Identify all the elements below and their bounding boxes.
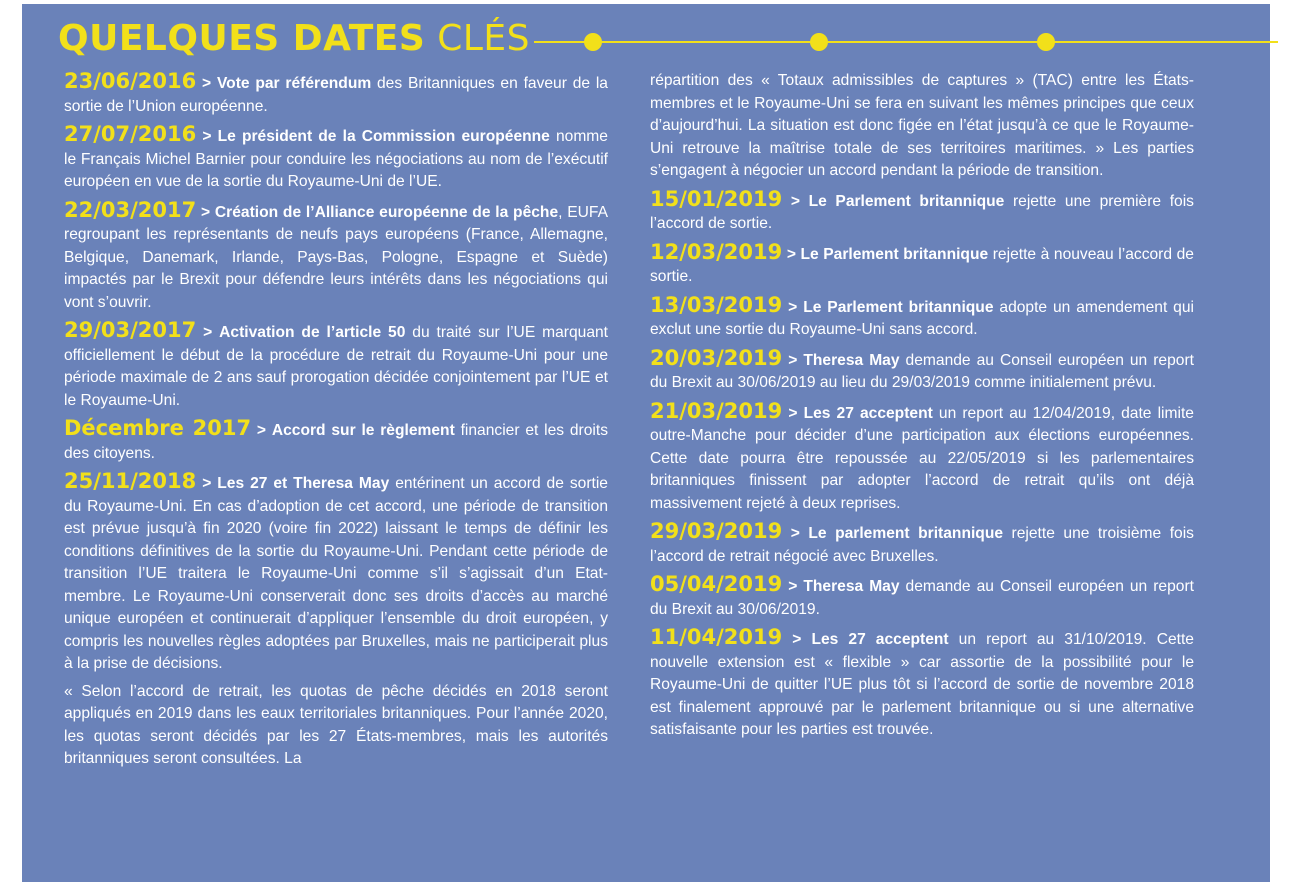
entry-lead: Les 27 et Theresa May <box>217 475 390 492</box>
entry-date: 11/04/2019 <box>650 625 783 649</box>
entry-separator: > <box>790 192 800 210</box>
entry-date: 13/03/2019 <box>650 292 783 317</box>
timeline-dot-icon <box>810 33 828 51</box>
entry-text: financier et les droits des citoyens. <box>64 422 608 462</box>
entry-lead: Le Parlement britannique <box>808 192 1005 210</box>
entry-separator: > <box>788 578 798 595</box>
entry-lead: Le parlement britannique <box>808 525 1004 542</box>
timeline-entry <box>64 470 608 676</box>
entry-date: 29/03/2017 <box>64 318 197 342</box>
entry-separator: > <box>788 351 798 369</box>
timeline-entry <box>64 123 608 194</box>
quote-paragraph-continued: répartition des « Totaux admissibles de captures » (TAC) entre les États-membres et le Royaume-Uni se fera en suivant les mêmes principes que ceux d’aujourd’hui. La situation est donc figée en l’état jusqu’à ce que le Royaume-Uni retrouve la maîtrise totale de ses territoires maritimes. » Les parties s’engagent à négocier un accord pendant la période de transition. <box>650 72 1194 179</box>
left-column <box>64 70 608 776</box>
quote-paragraph: « Selon l’accord de retrait, les quotas de pêche décidés en 2018 seront appliqués en 2019 dans les eaux territoriales britanniques. Pour l’année 2020, les quotas seront décidés par les 27 États-membres, mais les autorités britanniques seront consultées. La <box>64 682 608 767</box>
entry-separator: > <box>788 404 798 422</box>
timeline-entry <box>650 520 1194 568</box>
entry-text: entérinent un accord de sortie du Royaume-Uni. En cas d’adoption de cet accord, une période de transition est prévue jusqu’à fin 2020 (voire fin 2022) laissant le temps de définir les conditions définitives de la sortie du Royaume-Uni. Pendant cette période de transition l’UE traitera le Royaume-Uni comme s’il s’agissait d’un Etat-membre. Le Royaume-Uni conserverait donc ses droits d’accès au marché unique européen et continuerait d’appliquer l’ensemble du droit européen, y compris les nouvelles règles adoptées par Bruxelles, mais ne participerait plus à la prise de décisions. <box>64 475 608 672</box>
entry-lead: Activation de l’article 50 <box>219 324 406 341</box>
entry-lead: Theresa May <box>803 578 900 595</box>
entry-separator: > <box>792 631 802 648</box>
entry-date: 22/03/2017 <box>64 197 197 222</box>
timeline-entry <box>64 417 608 465</box>
entry-text: un report au 31/10/2019. Cette nouvelle extension est « flexible » car assortie de la possibilité pour le Royaume-Uni de quitter l’UE plus tôt si l’accord de sortie de novembre 2018 est finalement approuvé par le parlement britannique ou si une alternative satisfaisante pour les parties est trouvée. <box>650 631 1194 738</box>
timeline-entry <box>650 241 1194 289</box>
entry-date: 27/07/2016 <box>64 122 197 146</box>
timeline-dot-icon <box>584 33 602 51</box>
entry-separator: > <box>202 75 212 92</box>
timeline-entry <box>650 626 1194 742</box>
entry-date: 15/01/2019 <box>650 186 783 211</box>
entry-lead: Theresa May <box>803 351 900 369</box>
entry-text: rejette à nouveau l’accord de sortie. <box>650 245 1194 285</box>
entry-separator: > <box>788 298 798 316</box>
entry-date: 25/11/2018 <box>64 469 197 493</box>
title-divider-line <box>534 41 1278 43</box>
timeline-entry <box>64 319 608 412</box>
entry-text: , EUFA regroupant les représentants de neufs pays européens (France, Allemagne, Belgique, Danemark, Irlande, Pays-Bas, Pologne, Espagne et Suède) impactés par le Brexit pour défendre leurs intérêts dans les négociations qui vont s’ouvrir. <box>64 203 608 311</box>
timeline-dot-icon <box>1037 33 1055 51</box>
timeline-entry <box>64 70 608 118</box>
entry-separator: > <box>256 422 267 439</box>
entry-lead: Vote par référendum <box>216 75 372 92</box>
title-light: CLÉS <box>437 18 531 59</box>
entry-lead: Accord sur le règlement <box>271 422 455 439</box>
timeline-entry <box>64 199 608 315</box>
entry-lead: Les 27 acceptent <box>811 631 949 648</box>
entry-text: du traité sur l’UE marquant officiellement le début de la procédure de retrait du Royaume-Uni pour une période maximale de 2 ans sauf prorogation décidée conjointement par l’UE et le Royaume-Uni. <box>64 324 608 409</box>
entry-separator: > <box>202 128 212 145</box>
entry-text: rejette une troisième fois l’accord de retrait négocié avec Bruxelles. <box>650 525 1194 565</box>
timeline-entry <box>650 347 1194 395</box>
entry-separator: > <box>203 324 213 341</box>
entry-text: nomme le Français Michel Barnier pour conduire les négociations au nom de l’exécutif européen en vue de la sortie du Royaume-Uni de l’UE. <box>64 128 608 190</box>
entry-date: 23/06/2016 <box>64 69 197 93</box>
entry-separator: > <box>790 525 800 542</box>
entry-date: 20/03/2019 <box>650 345 783 370</box>
entry-separator: > <box>202 475 212 492</box>
entry-text: un report au 12/04/2019, date limite outre-Manche pour décider d’une participation aux élections européennes. Cette date pourra être repoussée au 22/05/2019 si les parlementaires britanniques finissent par adopter l’accord de retrait qu’ils ont déjà massivement rejeté à deux reprises. <box>650 404 1194 512</box>
page-title <box>58 14 530 64</box>
entry-date: 05/04/2019 <box>650 572 783 596</box>
title-bold: QUELQUES DATES <box>58 18 426 59</box>
entry-text: demande au Conseil européen un report du Brexit au 30/06/2019 au lieu du 29/03/2019 comme initialement prévu. <box>650 351 1194 391</box>
timeline-entry <box>650 573 1194 621</box>
entry-text: des Britanniques en faveur de la sortie de l’Union européenne. <box>64 75 608 115</box>
entry-date: 29/03/2019 <box>650 519 783 543</box>
entry-text: adopte un amendement qui exclut une sortie du Royaume-Uni sans accord. <box>650 298 1194 338</box>
entry-lead: Le Parlement britannique <box>803 298 994 316</box>
timeline-entry <box>650 188 1194 236</box>
entry-separator: > <box>786 245 796 263</box>
entry-lead: Le président de la Commission européenne <box>217 128 550 145</box>
entry-date: Décembre 2017 <box>64 416 252 440</box>
entry-lead: Les 27 acceptent <box>803 404 933 422</box>
entry-date: 21/03/2019 <box>650 398 783 423</box>
entry-lead: Le Parlement britannique <box>800 245 989 263</box>
timeline-entry <box>650 294 1194 342</box>
timeline-entry <box>650 400 1194 516</box>
entry-lead: Création de l’Alliance européenne de la pêche <box>214 203 559 221</box>
right-column <box>650 70 1194 747</box>
entry-text: demande au Conseil européen un report du Brexit au 30/06/2019. <box>650 578 1194 618</box>
entry-separator: > <box>201 203 211 221</box>
entry-date: 12/03/2019 <box>650 239 783 264</box>
entry-text: rejette une première fois l’accord de sortie. <box>650 192 1194 232</box>
